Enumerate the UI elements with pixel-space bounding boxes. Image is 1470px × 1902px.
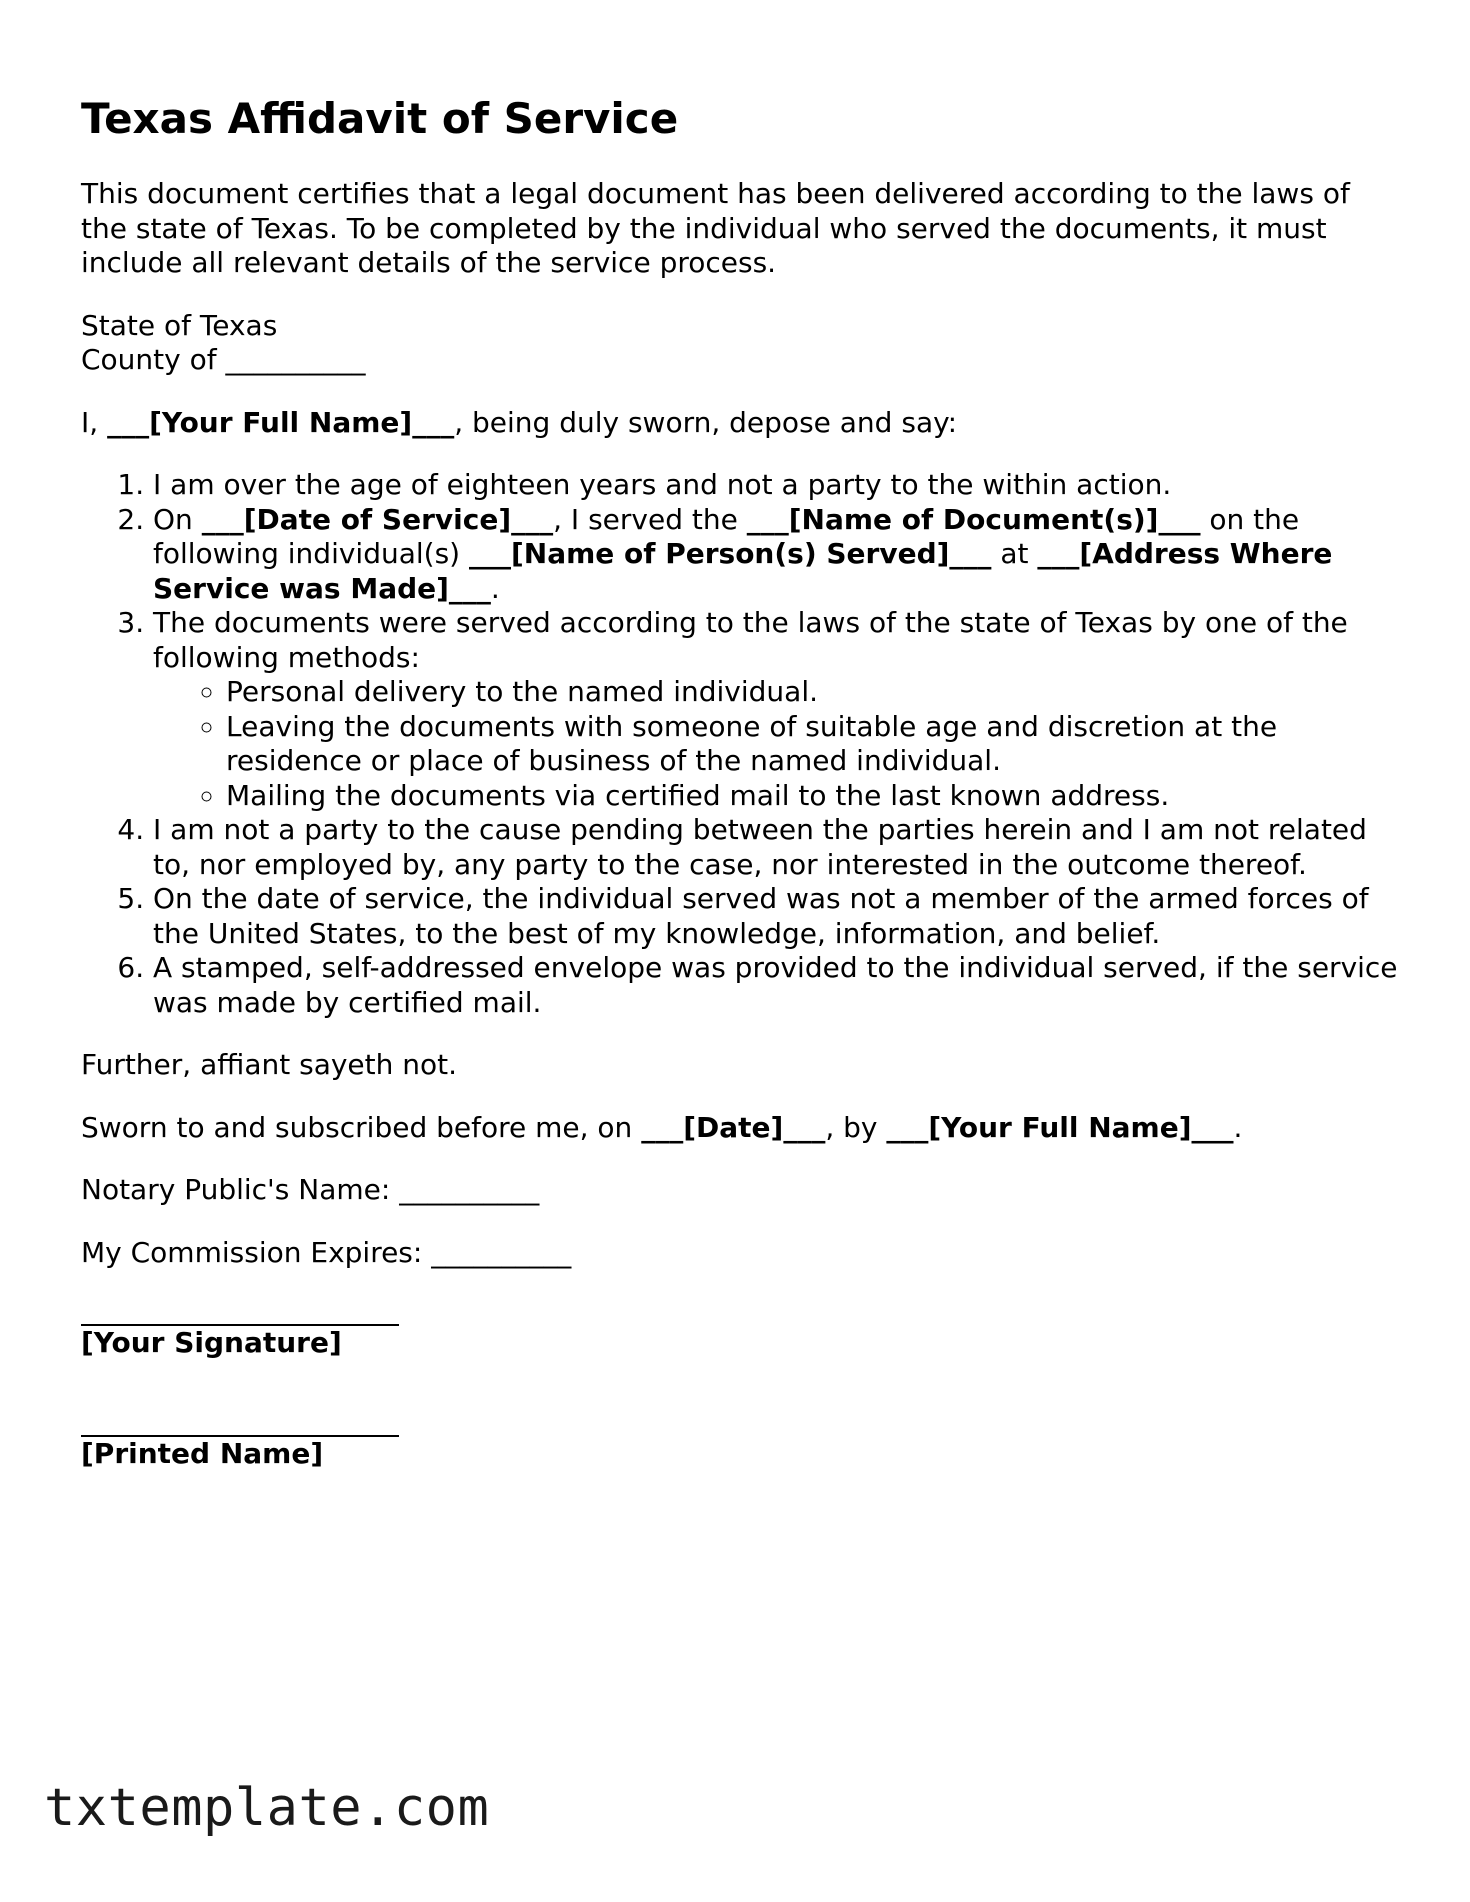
county-blank: __________ [225, 343, 366, 376]
document-page [81, 95, 1401, 1519]
venue-state: State of Texas [81, 308, 278, 342]
signature-block [81, 1298, 1401, 1471]
statement-1: 1. I am over the age of eighteen years and not a party to the within action. [153, 468, 1401, 503]
closing-statement: Further, affiant sayeth not. [81, 1048, 458, 1081]
venue-block [81, 309, 1401, 378]
intro-paragraph: This document certifies that a legal document has been delivered according to the laws of the state of Texas. To be completed by the individual who served the documents, it must include all relevant details of the service process. [81, 177, 1350, 279]
page-title: Texas Affidavit of Service [81, 94, 679, 143]
commission-expires-line [81, 1236, 1401, 1271]
service-method: ◦ Personal delivery to the named individual. [226, 675, 1401, 710]
statement-3-text: The documents were served according to the laws of the state of Texas by one of the following methods: [153, 606, 1348, 674]
signature-line [81, 1298, 399, 1326]
oath-statement [81, 406, 1401, 441]
statement-2-text-b: , I served the [553, 502, 747, 536]
statement-2-text-d: at [991, 537, 1038, 570]
sworn-name-placeholder: ___[Your Full Name]___ [886, 1110, 1234, 1144]
statement-5: 5. On the date of service, the individual served was not a member of the armed forces of the United States, to the best of my knowledge, information, and belief. [153, 882, 1401, 951]
sworn-date-placeholder: ___[Date]___ [641, 1110, 826, 1144]
service-methods-list [153, 675, 1401, 813]
sworn-text-c: . [1233, 1110, 1243, 1144]
oath-name-placeholder: ___[Your Full Name]___ [107, 405, 455, 439]
affidavit-statements [81, 468, 1401, 1020]
commission-expires-blank: __________ [431, 1235, 572, 1269]
date-of-service-placeholder: ___[Date of Service]___ [201, 502, 554, 536]
statement-4: 4. I am not a party to the cause pending between the parties herein and I am not related to, nor employed by, any party to the case, nor interested in the outcome thereof. [153, 813, 1401, 882]
statement-2-text-a: On [153, 502, 202, 536]
statement-3 [153, 606, 1401, 813]
sworn-text-a: Sworn to and subscribed before me, on [81, 1110, 642, 1144]
oath-prefix: I, [81, 405, 108, 439]
statement-6: 6. A stamped, self-addressed envelope was provided to the individual served, if the service was made by certified mail. [153, 951, 1401, 1020]
notary-name-label: Notary Public's Name: [81, 1173, 400, 1206]
statement-2 [153, 503, 1401, 607]
county-label: County of [81, 343, 217, 376]
service-method: ◦ Mailing the documents via certified mail to the last known address. [226, 779, 1401, 814]
notary-name-blank: __________ [399, 1173, 540, 1206]
venue-county [81, 343, 1401, 378]
sworn-statement [81, 1111, 1401, 1146]
printed-name-line [81, 1409, 399, 1437]
person-served-placeholder: ___[Name of Person(s) Served]___ [469, 537, 992, 570]
statement-2-text-e: . [490, 571, 500, 605]
sworn-text-b: , by [825, 1110, 887, 1144]
document-name-placeholder: ___[Name of Document(s)]___ [746, 502, 1201, 536]
commission-expires-label: My Commission Expires: [81, 1235, 432, 1269]
printed-name-label: [Printed Name] [81, 1436, 324, 1470]
notary-name-line [81, 1173, 1401, 1208]
oath-suffix: , being duly sworn, depose and say: [454, 405, 958, 439]
service-method: ◦ Leaving the documents with someone of suitable age and discretion at the residence or place of business of the named individual. [226, 710, 1401, 779]
service-address-placeholder: ___[Address Where Service was Made]___ [153, 537, 1333, 605]
statement-2-text-c: on the following individual(s) [153, 502, 1300, 570]
signature-label: [Your Signature] [81, 1326, 342, 1359]
site-watermark: txtemplate.com [44, 1778, 490, 1838]
